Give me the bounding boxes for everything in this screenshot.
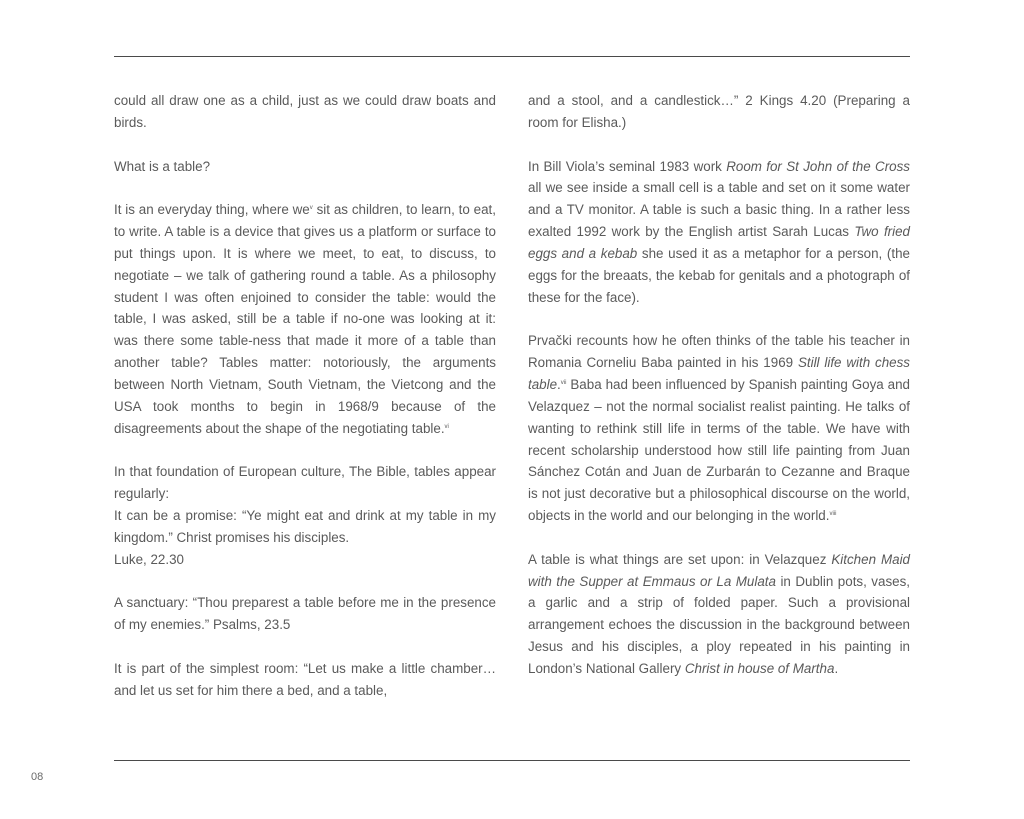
paragraph [528,549,910,680]
work-title: Two fried eggs and a kebab [528,224,910,261]
text-run: In Bill Viola’s seminal 1983 work [528,158,727,174]
text-run: Prvački recounts how he often thinks of the table his teacher in Romania Corneliu Baba painted in his 1969 [528,333,910,371]
work-title: Still life with chess table [528,355,910,392]
right-column [528,90,910,702]
work-title: Christ in house of Martha [684,660,835,676]
paragraph: It is part of the simplest room: “Let us make a little chamber… and let us set for him there a bed, and a table, [114,660,496,698]
paragraph [114,199,496,439]
text-run: in Dublin pots, vases, a garlic and a strip of folded paper. Such a provisional arrangement echoes the discussion in the background between Jesus and his disciples, a ploy repeated in his painting in London’s National Gallery [528,573,911,676]
paragraph: could all draw one as a child, just as we could draw boats and birds. [114,93,496,130]
text-run: she used it as a metaphor for a person, (the eggs for the breaats, the kebab for genitals and a photograph of these for the face). [528,245,910,305]
text-run: sit as children, to learn, to eat, to write. A table is a device that gives us a platform or surface to put things upon. It is where we meet, to eat, to discuss, to negotiate – we talk of gathering round a table. As a philosophy student I was often enjoined to consider the table: would the table, I was asked, still be a table if no-one was looking at it: was there some table-ness that made it more of a table than another table? Tables matter: notoriously, the arguments between North Vietnam, South Vietnam, the Vietcong and the USA took months to begin in 1968/9 because of the disagreements about the shape of the negotiating table. [114,202,496,436]
paragraph: and a stool, and a candlestick…” 2 Kings 4.20 (Preparing a room for Elisha.) [528,93,910,130]
paragraph: Luke, 22.30 [114,551,184,567]
paragraph: A sanctuary: “Thou preparest a table before me in the presence of my enemies.” Psalms, 23.5 [114,595,496,633]
footnote-ref: vii [560,379,567,386]
text-run: It is an everyday thing, where we [114,202,310,218]
bottom-rule [114,760,910,761]
left-column [114,90,496,723]
work-title: Kitchen Maid with the Supper at Emmaus or La Mulata [528,551,910,589]
paragraph [528,156,910,309]
text-run: A table is what things are set upon: in Velazquez [528,551,832,567]
footnote-ref: v [309,205,313,212]
top-rule [114,56,910,57]
paragraph [528,330,910,527]
text-run: . [557,376,561,392]
work-title: Room for St John of the Cross [726,158,910,174]
paragraph: In that foundation of European culture, The Bible, tables appear regularly: [114,464,496,502]
text-run: Baba had been influenced by Spanish painting Goya and Velazquez – not the normal socialist realist painting. He talks of wanting to rethink still life in terms of the table. We have with recent scholarship understood how still life painting from Juan Sánchez Cotán and Juan de Zurbarán to Cezanne and Braque is not just decorative but a philosophical discourse on the world, objects in the world and our belonging in the world. [528,376,910,524]
text-run: all we see inside a small cell is a table and set on it some water and a TV monitor. A table is such a basic thing. In a rather less exalted 1992 work by the English artist Sarah Lucas [528,180,910,240]
text-run: . [834,660,839,676]
footnote-ref: vi [444,423,449,430]
page-number: 08 [31,771,44,783]
paragraph: What is a table? [114,158,211,174]
footnote-ref: viii [829,511,837,518]
paragraph: It can be a promise: “Ye might eat and drink at my table in my kingdom.” Christ promises his disciples. [114,508,496,545]
